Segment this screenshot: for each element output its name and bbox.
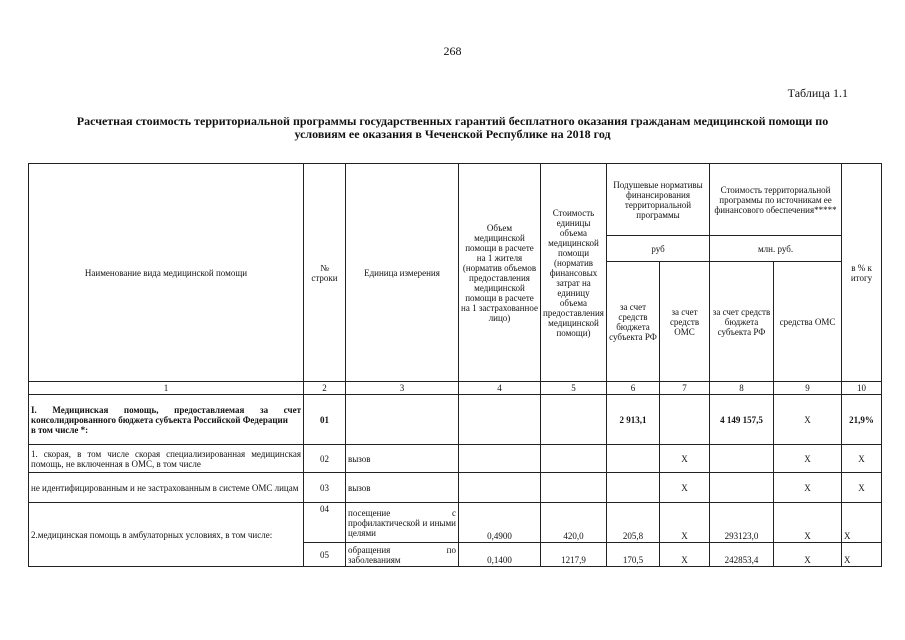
row-budget-rub: 2 913,1 xyxy=(607,395,660,445)
row-budget-rub xyxy=(607,473,660,503)
row-budget-rub: 170,5 xyxy=(607,543,660,567)
row-number: 01 xyxy=(304,395,346,445)
col-number: 10 xyxy=(842,382,882,395)
row-oms-rub: Х xyxy=(660,445,710,473)
row-budget-mln: 293123,0 xyxy=(710,503,774,543)
header-name: Наименование вида медицинской помощи xyxy=(29,164,304,382)
row-percent: Х xyxy=(842,473,882,503)
col-number: 1 xyxy=(29,382,304,395)
row-unit: обращения по заболеваниям xyxy=(346,543,459,567)
row-percent: Х xyxy=(842,503,882,543)
header-per-capita-unit: руб xyxy=(607,236,710,262)
cost-table xyxy=(28,163,882,567)
row-unit xyxy=(346,395,459,445)
header-oms-mln: средства ОМС xyxy=(774,262,842,382)
row-cost xyxy=(541,445,607,473)
row-volume xyxy=(459,473,541,503)
table-row xyxy=(29,503,882,543)
table-row xyxy=(29,395,882,445)
row-oms-rub xyxy=(660,395,710,445)
col-number: 7 xyxy=(660,382,710,395)
row-oms-mln: Х xyxy=(774,395,842,445)
col-number: 5 xyxy=(541,382,607,395)
page-number: 268 xyxy=(443,44,462,58)
row-name: 1. скорая, в том числе скорая специализированная медицинская помощь, не включенная в ОМС, в том числе xyxy=(29,445,304,473)
header-unit-cost: Стоимость единицы объема медицинской помощи (норматив финансовых затрат на единицу объема предоставления медицинской помощи) xyxy=(541,164,607,382)
row-budget-mln: 4 149 157,5 xyxy=(710,395,774,445)
row-name: 2.медицинская помощь в амбулаторных условиях, в том числе: xyxy=(29,503,304,567)
row-name-text: I. Медицинская помощь, предоставляемая за счет консолидированного бюджета субъекта Российской Федерации xyxy=(31,404,301,425)
table-row xyxy=(29,445,882,473)
row-budget-mln: 242853,4 xyxy=(710,543,774,567)
row-percent: Х xyxy=(842,543,882,567)
row-number: 03 xyxy=(304,473,346,503)
row-budget-mln xyxy=(710,445,774,473)
col-number: 9 xyxy=(774,382,842,395)
header-unit: Единица измерения xyxy=(346,164,459,382)
col-number: 4 xyxy=(459,382,541,395)
row-budget-rub: 205,8 xyxy=(607,503,660,543)
row-unit: вызов xyxy=(346,473,459,503)
row-budget-mln xyxy=(710,473,774,503)
column-numbers-row xyxy=(29,382,882,395)
row-volume xyxy=(459,445,541,473)
row-unit: посещение с профилактической и иными целями xyxy=(346,503,459,543)
document-title: Расчетная стоимость территориальной программы государственных гарантий бесплатного оказания гражданам медицинской помощи по условиям ее оказания в Чеченской Республике на 2018 год xyxy=(76,114,829,141)
header-budget-rub: за счет средств бюджета субъекта РФ xyxy=(607,262,660,382)
col-number: 3 xyxy=(346,382,459,395)
row-oms-mln: Х xyxy=(774,445,842,473)
row-cost xyxy=(541,395,607,445)
row-cost xyxy=(541,473,607,503)
row-volume: 0,4900 xyxy=(459,503,541,543)
table-label: Таблица 1.1 xyxy=(787,86,848,100)
row-budget-rub xyxy=(607,445,660,473)
header-row-number: № строки xyxy=(304,164,346,382)
header-percent: в % к итогу xyxy=(842,164,882,382)
row-oms-rub: Х xyxy=(660,543,710,567)
row-oms-rub: Х xyxy=(660,503,710,543)
header-per-capita: Подушевые нормативы финансирования территориальной программы xyxy=(607,164,710,236)
row-percent: 21,9% xyxy=(842,395,882,445)
row-oms-mln: Х xyxy=(774,543,842,567)
col-number: 2 xyxy=(304,382,346,395)
table-row xyxy=(29,473,882,503)
row-cost: 420,0 xyxy=(541,503,607,543)
row-oms-rub: Х xyxy=(660,473,710,503)
row-name: не идентифицированным и не застрахованным в системе ОМС лицам xyxy=(29,473,304,503)
row-percent: Х xyxy=(842,445,882,473)
row-number: 05 xyxy=(304,543,346,567)
row-name xyxy=(29,395,304,445)
row-volume: 0,1400 xyxy=(459,543,541,567)
row-unit: вызов xyxy=(346,445,459,473)
header-volume: Объем медицинской помощи в расчете на 1 жителя (норматив объемов предоставления медицинской помощи в расчете на 1 застрахованное лицо) xyxy=(459,164,541,382)
row-number: 02 xyxy=(304,445,346,473)
header-oms-rub: за счет средств ОМС xyxy=(660,262,710,382)
header-program-cost: Стоимость территориальной программы по источникам ее финансового обеспечения***** xyxy=(710,164,842,236)
col-number: 8 xyxy=(710,382,774,395)
header-program-cost-unit: млн. руб. xyxy=(710,236,842,262)
header-budget-mln: за счет средств бюджета субъекта РФ xyxy=(710,262,774,382)
row-name-subtext: в том числе *: xyxy=(31,424,89,435)
row-volume xyxy=(459,395,541,445)
row-cost: 1217,9 xyxy=(541,543,607,567)
row-oms-mln: Х xyxy=(774,473,842,503)
row-oms-mln: Х xyxy=(774,503,842,543)
row-number: 04 xyxy=(304,503,346,543)
col-number: 6 xyxy=(607,382,660,395)
